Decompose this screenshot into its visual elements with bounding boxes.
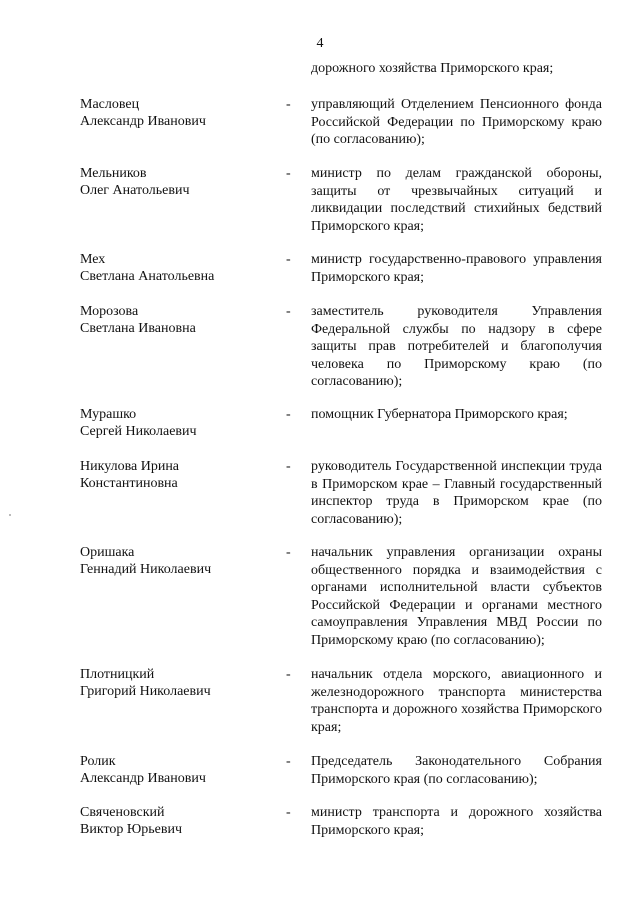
member-given-names: Григорий Николаевич [80, 684, 211, 699]
member-given-names: Геннадий Николаевич [80, 562, 212, 577]
member-name [80, 165, 270, 199]
dash-separator: - [286, 667, 291, 682]
dash-separator: - [286, 805, 291, 820]
member-name [80, 544, 270, 578]
scan-speck [9, 514, 11, 516]
dash-separator: - [286, 459, 291, 474]
member-position: начальник отдела морского, авиационного и железнодорожного транспорта министерства транспорта и дорожного хозяйства Приморского края; [311, 667, 602, 735]
member-position: заместитель руководителя Управления Федеральной службы по надзору в сфере защиты прав потребителей и благополучия человека по Приморскому краю (по согласованию); [311, 304, 602, 389]
member-surname: Плотницкий [80, 667, 155, 682]
member-surname: Никулова Ирина [80, 459, 180, 474]
member-surname: Мех [80, 252, 106, 267]
dash-separator: - [286, 407, 291, 422]
member-position: министр транспорта и дорожного хозяйства Приморского края; [311, 805, 602, 838]
dash-separator: - [286, 166, 291, 181]
member-position: Председатель Законодательного Собрания Приморского края (по согласованию); [311, 754, 602, 787]
dash-separator: - [286, 252, 291, 267]
member-name [80, 251, 270, 285]
member-position: управляющий Отделением Пенсионного фонда Российской Федерации по Приморскому краю (по согласованию); [311, 97, 602, 147]
member-surname: Масловец [80, 97, 140, 112]
member-position: министр государственно-правового управления Приморского края; [311, 252, 602, 285]
member-name [80, 96, 270, 130]
member-name [80, 666, 270, 700]
member-name [80, 804, 270, 838]
dash-separator: - [286, 754, 291, 769]
page-number: 4 [316, 36, 324, 51]
member-given-names: Александр Иванович [80, 114, 206, 129]
member-position: министр по делам гражданской обороны, защиты от чрезвычайных ситуаций и ликвидации последствий стихийных бедствий Приморского края; [311, 166, 602, 234]
member-given-names: Олег Анатольевич [80, 183, 190, 198]
continuation-text: дорожного хозяйства Приморского края; [311, 61, 554, 76]
member-given-names: Сергей Николаевич [80, 424, 197, 439]
member-name [80, 458, 270, 492]
member-surname: Свяченовский [80, 805, 165, 820]
member-given-names: Светлана Анатольевна [80, 269, 215, 284]
member-given-names: Виктор Юрьевич [80, 822, 183, 837]
member-name [80, 303, 270, 337]
member-position: начальник управления организации охраны общественного порядка и взаимодействия с органами исполнительной власти субъектов Российской Федерации и органами местного самоуправления Управления МВД России по Приморскому краю (по согласованию); [311, 545, 602, 648]
member-name [80, 753, 270, 787]
dash-separator: - [286, 97, 291, 112]
dash-separator: - [286, 545, 291, 560]
member-given-names: Светлана Ивановна [80, 321, 196, 336]
member-surname: Мурашко [80, 407, 137, 422]
dash-separator: - [286, 304, 291, 319]
member-surname: Мельников [80, 166, 147, 181]
member-position: помощник Губернатора Приморского края; [311, 407, 568, 422]
member-surname: Морозова [80, 304, 139, 319]
member-given-names: Константиновна [80, 476, 178, 491]
member-name [80, 406, 270, 440]
member-position: руководитель Государственной инспекции труда в Приморском крае – Главный государственный инспектор труда в Приморском крае (по согласованию); [311, 459, 602, 527]
member-surname: Ролик [80, 754, 116, 769]
member-surname: Оришака [80, 545, 135, 560]
member-given-names: Александр Иванович [80, 771, 206, 786]
